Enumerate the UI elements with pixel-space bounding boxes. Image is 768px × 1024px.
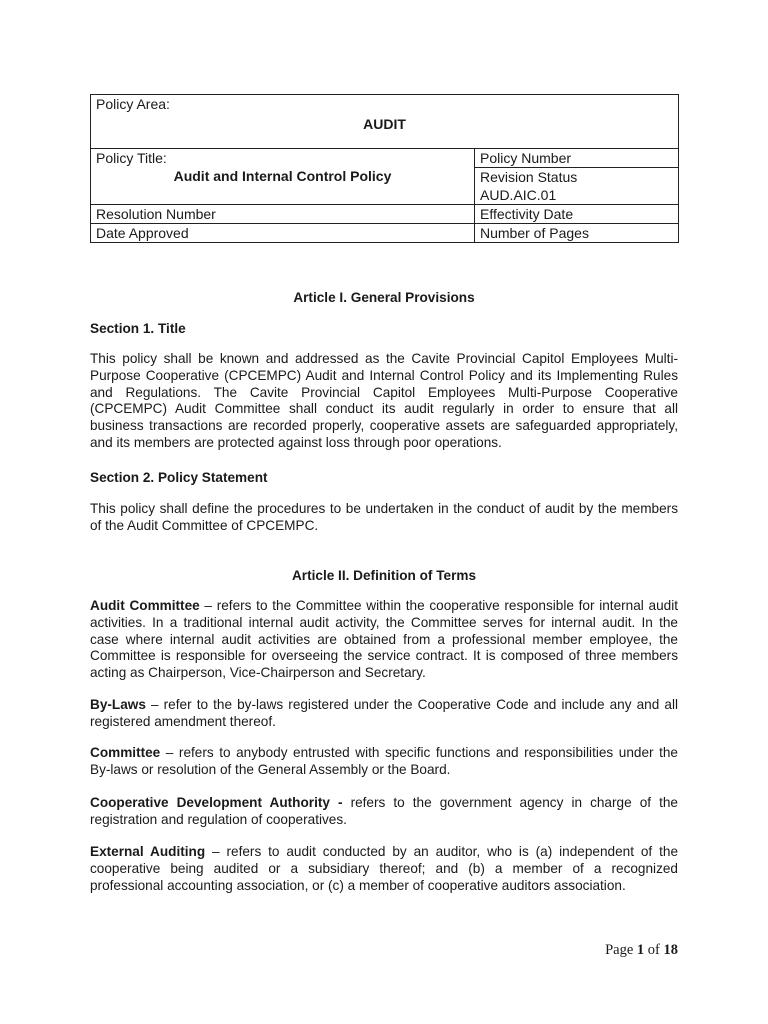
paragraph-line: and its members are protected against loss through poor operations. (90, 434, 502, 450)
revision-status-label: Revision Status (480, 169, 578, 185)
paragraph-line: and Regulations. The Cavite Provincial Capitol Employees Multi-Purpose Cooperative (90, 384, 678, 400)
term-name: External Auditing (90, 844, 206, 859)
paragraph-line: activities. In a traditional internal audit activity, the Committee serves for internal audit. In the (90, 614, 678, 630)
paragraph-line: Purpose Cooperative (CPCEMPC) Audit and Internal Control Policy and its Implementing Rules (90, 367, 678, 383)
of-word: of (647, 942, 660, 958)
policy-area-cell (91, 95, 679, 149)
total-pages: 18 (663, 942, 678, 958)
date-approved-label: Date Approved (91, 224, 475, 243)
paragraph-line: This policy shall define the procedures to be undertaken in the conduct of audit by the members (90, 501, 678, 516)
term-name: Committee (90, 745, 161, 760)
term-text: refers to the government agency in charge of the (342, 795, 678, 810)
policy-title-cell (91, 149, 475, 205)
revision-status-value: AUD.AIC.01 (480, 187, 557, 203)
paragraph-line (90, 844, 678, 861)
policy-area-value: AUDIT (363, 116, 406, 132)
paragraph-line (90, 697, 678, 714)
term-text: – refers to the Committee within the cooperative responsible for internal audit (199, 598, 678, 613)
paragraph-line: (CPCEMPC) Audit Committee shall conduct its audit regularly in order to ensure that all (90, 401, 678, 417)
section-1-paragraph (90, 351, 678, 452)
policy-header-table (90, 94, 679, 243)
revision-status-cell (475, 168, 679, 205)
resolution-number-label: Resolution Number (91, 205, 475, 224)
paragraph-line (90, 598, 678, 615)
policy-title-label: Policy Title: (96, 150, 167, 166)
paragraph-line: of the Audit Committee of CPCEMPC. (90, 517, 319, 533)
paragraph-line: professional accounting association, or (c) a member of cooperative auditors association. (90, 877, 626, 893)
paragraph-line: registration and regulation of cooperatives. (90, 811, 347, 827)
effectivity-date-label: Effectivity Date (475, 205, 679, 224)
current-page: 1 (636, 942, 645, 958)
term-definition (90, 745, 678, 779)
policy-title-value: Audit and Internal Control Policy (173, 168, 392, 184)
term-text: – refer to the by-laws registered under the Cooperative Code and include any and all (145, 697, 678, 712)
term-definition (90, 598, 678, 682)
paragraph-line: acting as Chairperson, Vice-Chairperson and Secretary. (90, 665, 426, 681)
term-name: Audit Committee (90, 598, 200, 613)
section-2-paragraph (90, 501, 678, 535)
article-2-title: Article II. Definition of Terms (291, 568, 477, 583)
term-text: – refers to audit conducted by an auditor, who is (a) independent of the (205, 844, 678, 859)
page-word: Page (605, 942, 634, 958)
policy-area-label: Policy Area: (96, 96, 170, 112)
paragraph-line: Committee is responsible for overseeing the service contract. It is composed of three members (90, 648, 678, 664)
paragraph-line: cooperative being audited or a subsidiary thereof; and (b) a member of a recognized (90, 860, 678, 876)
article-1-title: Article I. General Provisions (293, 290, 475, 305)
term-text: – refers to anybody entrusted with specific functions and responsibilities under the (160, 745, 678, 760)
section-2-title: Section 2. Policy Statement (90, 470, 268, 485)
term-name: Cooperative Development Authority - (90, 795, 343, 810)
paragraph-line: This policy shall be known and addressed as the Cavite Provincial Capitol Employees Multi- (90, 351, 678, 366)
term-definition (90, 795, 678, 829)
paragraph-line: case where internal audit activities are obtained from a professional member employee, the (90, 631, 678, 647)
paragraph-line: By-laws or resolution of the General Assembly or the Board. (90, 761, 451, 777)
paragraph-line: business transactions are recorded properly, cooperative assets are safeguarded appropriately, (90, 418, 678, 434)
paragraph-line (90, 795, 678, 812)
section-1-title: Section 1. Title (90, 321, 186, 336)
policy-number-label: Policy Number (475, 149, 679, 168)
term-definition (90, 697, 678, 731)
page-number (605, 942, 678, 959)
paragraph-line (90, 745, 678, 762)
paragraph-line: registered amendment thereof. (90, 713, 276, 729)
term-definition (90, 844, 678, 894)
number-of-pages-label: Number of Pages (475, 224, 679, 243)
term-name: By-Laws (90, 697, 146, 712)
